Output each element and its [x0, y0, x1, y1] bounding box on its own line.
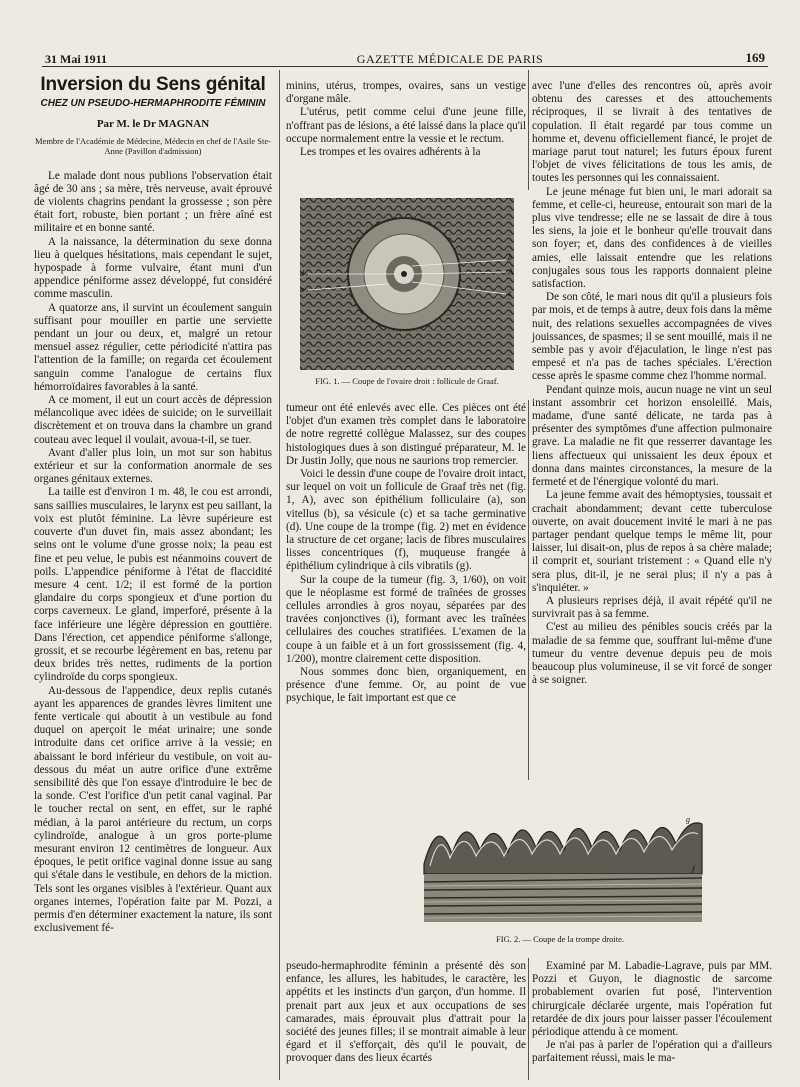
- paragraph: Au-dessous de l'appendice, deux replis cutanés ayant les apparences de grandes lèvres limitent une fente verticale qui aboutit à un vestibule au fond duquel on aperçoit le méat urinaire; une sonde introduite dans cet orifice arrive à la vessie; en abaissant le bord inférieur du vestibule, on voit au-dessous du méat un autre orifice d'une extrême sensibilité dès que l'on essaye d'introduire le bec de la sonde. C'est l'orifice d'un petit canal vaginal. Par le toucher rectal on sent, en effet, sur le raphé médian, à la paroi antérieure du rectum, un corps cylindroïde, analogue à un gros porte-plume mesurant environ 12 centimètres de longueur. Aux époques, le petit orifice vaginal donne issue au sang qui s'étale dans le vestibule, en dehors de la miction. Tels sont les organes visibles à l'extérieur. Quant aux organes internes, l'opération faite par M. Pozzi, a permis d'en déterminer exactement la nature, ils sont exclusivement fé-: [34, 684, 272, 935]
- fig2-label-g: g: [686, 815, 690, 824]
- header-rule: [42, 66, 768, 67]
- paragraph: Le malade dont nous publions l'observation était âgé de 30 ans ; sa mère, très nerveuse, avait éprouvé de violents chagrins pendant la grossesse ; son père était fort, robuste, bien portant ; un frère aîné est militaire et en bonne santé.: [34, 169, 272, 235]
- article-author: Par M. le Dr MAGNAN: [96, 118, 210, 131]
- column-2-top: [286, 80, 526, 159]
- fig1-label-c: c: [508, 289, 512, 298]
- paragraph: A quatorze ans, il survint un écoulement sanguin suffisant pour mouiller en partie une serviette pendant un jour ou deux, et, malgré un retour mensuel assez régulier, cette périodicité n'attira pas l'attention de la famille; on regarda cet écoulement sanguin comme l'analogue de certains flux hémorroïdaires favorables à la santé.: [34, 301, 272, 393]
- paragraph: Pendant quinze mois, aucun nuage ne vint un seul instant assombrir cet horizon ensoleillé. Mais, madame, d'une santé délicate, ne tarda pas à présenter des symptômes d'une affection pulmonaire grave. La maladie ne fit que resserrer davantage les liens affectueux qui unissaient les deux époux et donna dans maintes circonstances, la mesure de la fermeté et de l'énergique volonté du mari.: [532, 383, 772, 489]
- paragraph: avec l'une d'elles des rencontres où, après avoir obtenu des caresses et des attouchements réciproques, il se livrait à des tentatives de copulation. Il était regardé par tous comme un homme et, devenu officiellement fiancé, le projet de mariage parut tout naturel; les futurs époux furent l'objet de vives félicitations de tous les amis, de toutes les personnes qui les connaissaient.: [532, 80, 772, 185]
- paragraph: C'est au milieu des pénibles soucis créés par la maladie de sa femme que, souffrant lui-même d'une tumeur du ventre devenue depuis peu de mois beaucoup plus volumineuse, il se vit forcé de songer à se soigner.: [532, 621, 772, 687]
- article-title: Inversion du Sens génital: [40, 74, 266, 95]
- fig1-label-a: a: [300, 285, 304, 294]
- figure-2-caption: FIG. 2. — Coupe de la trompe droite.: [496, 934, 624, 944]
- paragraph: Nous sommes donc bien, organiquement, en présence d'une femme. Or, au point de vue psychique, le fait important est que ce: [286, 666, 526, 705]
- paragraph: La jeune femme avait des hémoptysies, toussait et crachait abondamment; devant cette tuberculose ouverte, on avait doucement invité le mari à ne pas partager pendant quelque temps le même lit, pour laisser, lui disait-on, plus de repos à sa chère malade; il comprit et, souriant tristement : « Quand elle n'y sera plus, dit-il, je ne serai plus; il n'y a pas à s'inquiéter. »: [532, 489, 772, 594]
- paragraph: Examiné par M. Labadie-Lagrave, puis par MM. Pozzi et Guyon, le diagnostic de sarcome probablement ovarien fut posé, l'intervention chirurgicale déclarée urgente, mais l'opération fut retardée de dix jours pour laisser passer l'écoulement périodique attendu à ce moment.: [532, 960, 772, 1039]
- paragraph: Sur la coupe de la tumeur (fig. 3, 1/60), on voit que le néoplasme est formé de traînées de grosses cellules arrondies à gros noyau, séparées par des travées conjonctives (i), formant avec les traînées cellulaires des couches stratifiées. L'examen de la coupe à un faible et à un fort grossissement (fig. 4, 1/200), montre clairement cette disposition.: [286, 573, 526, 665]
- column-1: [34, 76, 272, 935]
- column-divider-2-top: [528, 70, 529, 190]
- column-3-top: [532, 80, 772, 687]
- paragraph: A plusieurs reprises déjà, il avait répété qu'il ne survivrait pas à sa femme.: [532, 594, 772, 621]
- paragraph: Les trompes et les ovaires adhérents à la: [300, 146, 481, 159]
- paragraph: pseudo-hermaphrodite féminin a présenté dès son enfance, les allures, les habitudes, le caractère, les appétits et les instincts d'un garçon, d'un homme. Il prenait part aux jeux et aux occupations de ses camarades, mais éprouvait plus d'attrait pour la société des jeunes filles; il se montrait aimable à leur égard et il s'efforçait, dès qu'il le pouvait, de provoquer dans des lieux écartés: [286, 960, 526, 1065]
- paragraph: Voici le dessin d'une coupe de l'ovaire droit intact, sur lequel on voit un follicule de Graaf très net (fig. 1, A), avec son épithélium folliculaire (a), son vitellus (b), sa vésicule (c) et sa tache germinative (d). Une coupe de la trompe (fig. 2) met en évidence la structure de cet organe; lacis de fibres musculaires lisses concentriques (f), muqueuse frangée à épithélium cylindrique à cils vibratils (g).: [286, 468, 526, 573]
- paragraph: A ce moment, il eut un court accès de dépression mélancolique avec idées de suicide; on le surveillait discrètement et on trouva dans la chambre un grand couteau avec lequel il voulait, avoua-t-il, se tuer.: [34, 394, 272, 446]
- paragraph: L'utérus, petit comme celui d'une jeune fille, n'offrant pas de lésions, a été laissé dans la place qu'il occupe normalement entre la vessie et le rectum.: [286, 106, 526, 145]
- paragraph: Le jeune ménage fut bien uni, le mari adorait sa femme, et celle-ci, heureuse, entourait son mari de la plus vive tendresse; elle ne se lassait de dire à tous les siens, la joie et le bonheur qu'elle trouvait dans son foyer; et, dans des confidences à de vieilles amies, elle laissait entendre que les relations conjugales sous tous les rapports donnaient pleine satisfaction.: [532, 185, 772, 291]
- fig1-label-d: d: [300, 269, 304, 278]
- paragraph: A la naissance, la détermination du sexe donna lieu à quelques hésitations, mais cependant le sujet, hypospade à forme vulvaire, étant muni d'un appendice péniforme assez développé, fut considéré comme masculin.: [34, 235, 272, 301]
- paragraph: minins, utérus, trompes, ovaires, sans un vestige d'organe mâle.: [286, 80, 526, 106]
- column-divider-1: [279, 70, 280, 1080]
- header-date: 31 Mai 1911: [45, 52, 107, 66]
- column-divider-2-mid: [528, 400, 529, 780]
- header-page-number: 169: [745, 50, 765, 65]
- figure-2-tube-section: [418, 804, 708, 930]
- article-subtitle: CHEZ UN PSEUDO-HERMAPHRODITE FÉMININ: [40, 98, 266, 110]
- column-2-middle: [286, 402, 526, 706]
- paragraph: La taille est d'environ 1 m. 48, le cou est arrondi, sans saillies musculaires, le larynx est peu saillant, la voix est plutôt féminine. La lèvre supérieure est couverte d'un duvet fin, mais assez abondant; les seins ont le volume d'une grosse noix; la peau est fine et peu velue, le pubis est néanmoins couvert de poils. L'appendice péniforme à l'état de flaccidité mesure 4 cent. 1/2; il est formé de la portion glandaire du corps spongieux et d'une portion du corps caverneux. Le gland, imperforé, présente à la face inférieure une légère dépression en gouttière. Dans l'érection, cet appendice péniforme s'allonge, grossit, et se recourbe légèrement en bas, retenu par deux brides très nettes, rudiments de la portion cylindroïde du corps spongieux.: [34, 486, 272, 684]
- paragraph: De son côté, le mari nous dit qu'il a plusieurs fois par mois, et de temps à autre, deux fois dans la même nuit, des relations sexuelles accompagnées de vives jouissances, de spasmes; il se sent mouillé, mais il ne semble pas y avoir d'éjaculation, le linge n'est pas empesé et n'a pas de taches spéciales. L'érection cesse après le spasme comme chez l'homme normal.: [532, 291, 772, 383]
- column-3-bottom: [532, 960, 772, 1066]
- author-affiliation: Membre de l'Académie de Médecine, Médecin en chef de l'Asile Ste-Anne (Pavillon d'admission): [34, 135, 271, 156]
- paragraph: tumeur ont été enlevés avec elle. Ces pièces ont été l'objet d'un examen très complet dans le laboratoire de notre regretté collègue Malassez, sur des coupes histologiques dues à son distingué préparateur, M. le Dr Justin Jolly, que nous ne saurions trop remercier.: [286, 402, 526, 467]
- figure-1-ovary-section: [296, 196, 518, 372]
- paragraph: Avant d'aller plus loin, un mot sur son habitus extérieur et sur la conformation anormale de ses organes génitaux externes.: [34, 446, 272, 486]
- fig1-label-b: b: [508, 253, 512, 262]
- paragraph: Je n'ai pas à parler de l'opération qui a d'ailleurs parfaitement réussi, mais le ma-: [532, 1039, 772, 1065]
- column-divider-2-bottom: [528, 958, 529, 1080]
- figure-1-caption: FIG. 1. — Coupe de l'ovaire droit : follicule de Graaf.: [315, 376, 499, 386]
- header-journal-title: GAZETTE MÉDICALE DE PARIS: [356, 52, 544, 66]
- fig1-label-A: A: [508, 267, 514, 276]
- fig2-label-f: f: [692, 865, 695, 874]
- column-2-bottom: [286, 960, 526, 1066]
